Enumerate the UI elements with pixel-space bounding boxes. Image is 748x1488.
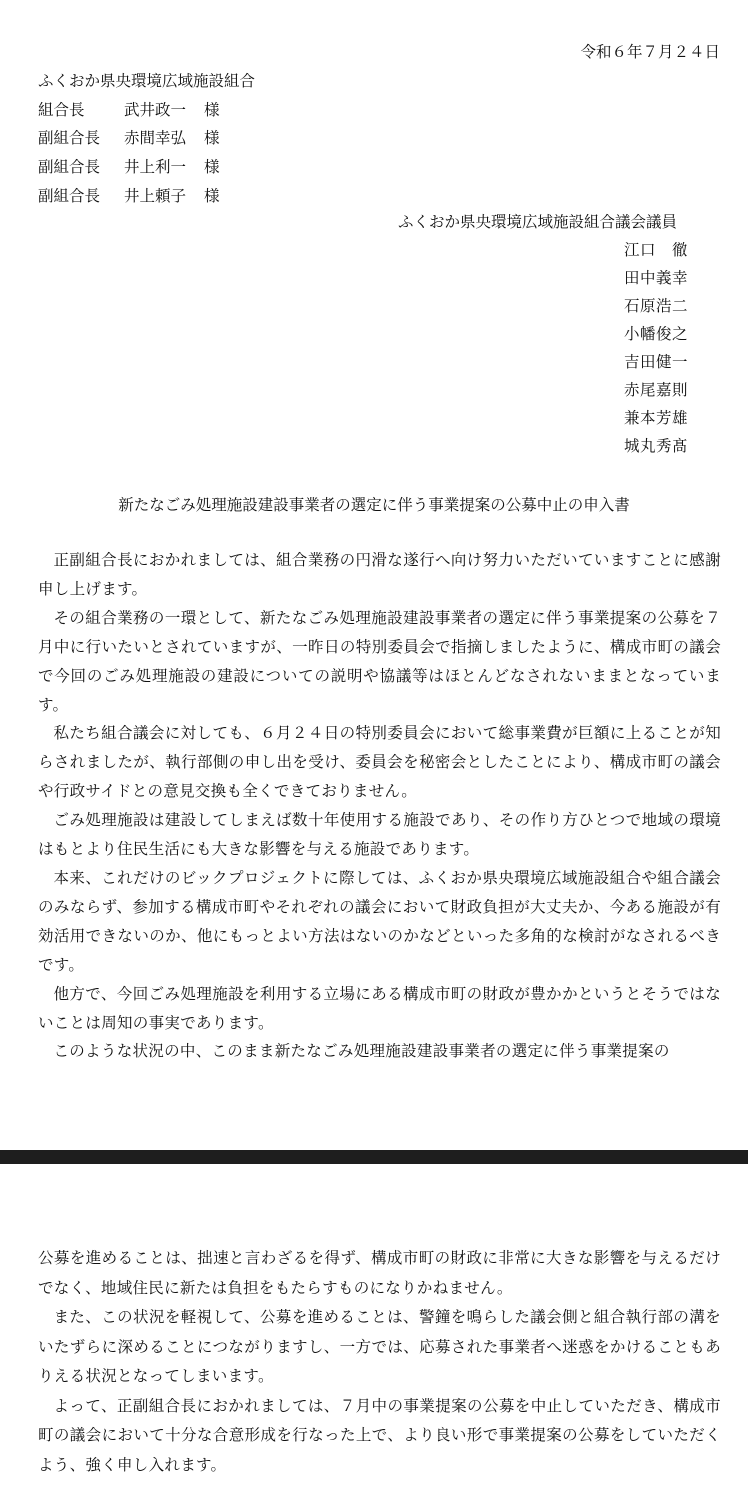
sender-block (398, 208, 688, 460)
sender-member: 赤尾嘉則 (624, 381, 689, 399)
body-paragraph: 他方で、今回ごみ処理施設を利用する立場にある構成市町の財政が豊かかというとそうではないことは周知の事実であります。 (38, 984, 721, 1032)
body-text-page2 (38, 1244, 721, 1480)
body-paragraph: ごみ処理施設は建設してしまえば数十年使用する施設であり、その作り方ひとつで地域の環境はもとより住民生活にも大きな影響を与える施設であります。 (38, 811, 721, 859)
body-paragraph: 私たち組合議会に対しても、６月２４日の特別委員会において総事業費が巨額に上ることが知らされましたが、執行部側の申し出を受け、委員会を秘密会としたことにより、構成市町の議会や行政サイドとの意見交換も全くできておりません。 (38, 724, 721, 801)
addressee-officer (38, 96, 255, 125)
sender-member: 兼本芳雄 (624, 409, 689, 427)
officer-name: 武井政一 (124, 100, 187, 119)
body-text-page1 (38, 546, 721, 1066)
sender-member: 吉田健一 (624, 353, 689, 371)
addressee-officer (38, 182, 255, 211)
addressee-officer (38, 124, 255, 153)
body-paragraph: このような状況の中、このまま新たなごみ処理施設建設事業者の選定に伴う事業提案の (53, 1042, 670, 1061)
officer-suffix: 様 (204, 186, 220, 205)
officer-name: 井上頼子 (124, 186, 187, 205)
sender-member: 小幡俊之 (624, 325, 689, 343)
document-date: 令和６年７月２４日 (580, 43, 720, 61)
body-paragraph: よって、正副組合長におかれましては、７月中の事業提案の公募を中止していただき、構成市町の議会において十分な合意形成を行なった上で、より良い形で事業提案の公募をしていただくよう、強く申し入れます。 (38, 1396, 721, 1474)
officer-name: 赤間幸弘 (124, 129, 187, 148)
document-title: 新たなごみ処理施設建設事業者の選定に伴う事業提案の公募中止の申入書 (118, 496, 630, 514)
sender-member: 石原浩二 (624, 297, 689, 315)
sender-org: ふくおか県央環境広域施設組合議会議員 (398, 213, 678, 231)
addressee-org: ふくおか県央環境広域施設組合 (38, 72, 256, 90)
officer-name: 井上利一 (124, 158, 187, 177)
officer-role: 副組合長 (38, 158, 101, 177)
page-divider (0, 1150, 748, 1164)
officer-suffix: 様 (204, 100, 220, 119)
body-paragraph: 正副組合長におかれましては、組合業務の円滑な遂行へ向け努力いただいていますことに感謝申し上げます。 (38, 551, 721, 598)
sender-member: 江口 徹 (624, 241, 689, 259)
officer-role: 副組合長 (38, 186, 101, 205)
officer-role: 副組合長 (38, 129, 101, 148)
officer-suffix: 様 (204, 129, 220, 148)
addressee-officer (38, 153, 255, 182)
body-paragraph: 本来、これだけのビックプロジェクトに際しては、ふくおか県央環境広域施設組合や組合議会のみならず、参加する構成市町やそれぞれの議会において財政負担が大丈夫か、今ある施設が有効活用できないのか、他にもっとよい方法はないのかなどといった多角的な検討がなされるべきです。 (38, 868, 721, 974)
officer-role: 組合長 (38, 100, 85, 119)
body-paragraph-continuation: 公募を進めることは、拙速と言わざるを得ず、構成市町の財政に非常に大きな影響を与えるだけでなく、地域住民に新たは負担をもたらすものになりかねません。 (38, 1249, 721, 1297)
sender-member: 田中義幸 (624, 269, 689, 287)
sender-member: 城丸秀髙 (624, 437, 689, 455)
officer-suffix: 様 (204, 158, 220, 177)
body-paragraph: その組合業務の一環として、新たなごみ処理施設建設事業者の選定に伴う事業提案の公募を７月中に行いたいとされていますが、一昨日の特別委員会で指摘しましたように、構成市町の議会で今回のごみ処理施設の建設についての説明や協議等はほとんどなされないままとなっています。 (38, 608, 721, 714)
body-paragraph: また、この状況を軽視して、公募を進めることは、警鐘を鳴らした議会側と組合執行部の溝をいたずらに深めることにつながりますし、一方では、応募された事業者へ迷惑をかけることもありえる状況となってしまいます。 (38, 1308, 721, 1385)
addressee-block (38, 67, 255, 211)
